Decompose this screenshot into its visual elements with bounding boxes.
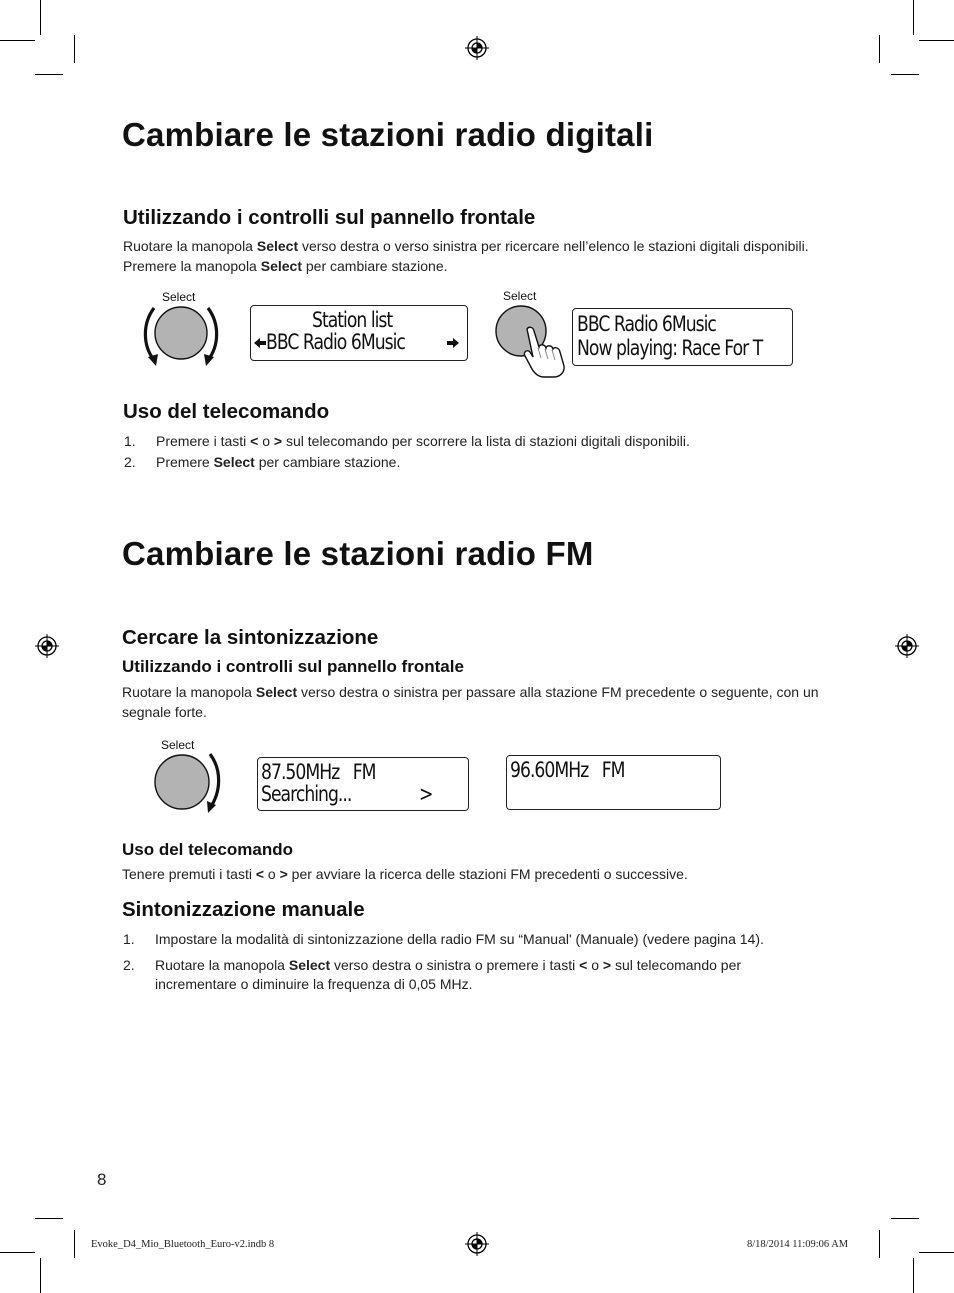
crop-mark bbox=[35, 1218, 63, 1219]
lcd-search-arrow: > bbox=[419, 782, 433, 806]
lcd-line-2: Now playing: Race For T bbox=[577, 336, 763, 360]
front-panel-instructions: Ruotare la manopola Select verso destra o verso sinistra per ricercare nell’elenco le stazioni digitali disponibili. Premere la manopola Select per cambiare stazione. bbox=[123, 238, 809, 274]
registration-mark-icon bbox=[465, 36, 489, 60]
search-subheading: Utilizzando i controlli sul pannello frontale bbox=[122, 657, 464, 676]
lcd-line-1: 96.60MHz FM bbox=[510, 758, 625, 782]
lcd-display-searching bbox=[257, 757, 469, 811]
crop-mark bbox=[0, 40, 35, 41]
front-panel-heading: Utilizzando i controlli sul pannello frontale bbox=[123, 206, 536, 229]
manual-heading: Sintonizzazione manuale bbox=[122, 898, 365, 921]
registration-mark-icon bbox=[895, 634, 919, 658]
crop-mark bbox=[879, 1230, 880, 1258]
crop-mark bbox=[879, 35, 880, 63]
knob-label: Select bbox=[162, 290, 196, 304]
page-title-digital: Cambiare le stazioni radio digitali bbox=[122, 116, 654, 153]
crop-mark bbox=[919, 1252, 954, 1253]
remote-instructions: Tenere premuti i tasti < o > per avviare la ricerca delle stazioni FM precedenti o successive. bbox=[122, 866, 688, 882]
registration-mark-icon bbox=[465, 1232, 489, 1256]
search-instructions: Ruotare la manopola Select verso destra o sinistra per passare alla stazione FM precedente o seguente, con un segnale forte. bbox=[122, 684, 819, 720]
select-knob-press bbox=[494, 302, 570, 380]
lcd-line-2: Searching... bbox=[261, 782, 352, 806]
page-title-fm: Cambiare le stazioni radio FM bbox=[122, 535, 594, 572]
arrow-left-icon bbox=[254, 337, 266, 349]
crop-mark bbox=[35, 74, 63, 75]
crop-mark bbox=[913, 0, 914, 35]
knob-label: Select bbox=[503, 289, 537, 303]
crop-mark bbox=[0, 1252, 35, 1253]
page-number: 8 bbox=[97, 1170, 107, 1189]
remote-heading: Uso del telecomando bbox=[123, 400, 330, 423]
remote-heading: Uso del telecomando bbox=[122, 840, 293, 859]
select-knob-rotate bbox=[150, 750, 224, 814]
crop-mark bbox=[40, 1258, 41, 1293]
lcd-line-1: Station list bbox=[312, 308, 393, 332]
arrow-right-icon bbox=[447, 337, 459, 349]
footer-filename: Evoke_D4_Mio_Bluetooth_Euro-v2.indb 8 bbox=[91, 1239, 275, 1250]
lcd-display-station-list bbox=[250, 305, 468, 361]
crop-mark bbox=[913, 1258, 914, 1293]
crop-mark bbox=[74, 1230, 75, 1258]
footer-timestamp: 8/18/2014 11:09:06 AM bbox=[747, 1239, 849, 1250]
lcd-display-now-playing bbox=[572, 308, 793, 366]
lcd-line-2: BBC Radio 6Music bbox=[266, 330, 405, 354]
lcd-display-frequency bbox=[506, 755, 721, 810]
crop-mark bbox=[891, 74, 919, 75]
search-heading: Cercare la sintonizzazione bbox=[122, 626, 379, 649]
crop-mark bbox=[40, 0, 41, 35]
crop-mark bbox=[919, 40, 954, 41]
lcd-line-1: 87.50MHz FM bbox=[261, 760, 376, 784]
crop-mark bbox=[74, 35, 75, 63]
knob-label: Select bbox=[161, 738, 195, 752]
crop-mark bbox=[891, 1218, 919, 1219]
registration-mark-icon bbox=[35, 634, 59, 658]
lcd-line-1: BBC Radio 6Music bbox=[577, 312, 716, 336]
select-knob-rotate bbox=[140, 300, 222, 370]
